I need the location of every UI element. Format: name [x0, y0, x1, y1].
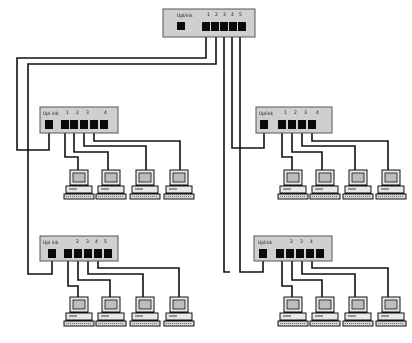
hub-right-mid-uplink-port [260, 120, 268, 129]
hub-left-bottom-port-label-3: 4 [95, 240, 98, 245]
monitor-screen [173, 173, 185, 182]
computer-icon [130, 170, 160, 199]
hub-top-port-label-1: 1 [207, 13, 210, 18]
hub-left-mid-port-2 [70, 120, 78, 129]
computer-icon [96, 297, 126, 326]
hub-left-bottom-port-label-4: 5 [104, 240, 107, 245]
computer-icon [376, 297, 406, 326]
hub-left-mid-port-label-2: 2 [76, 111, 79, 116]
hub-top-port-4 [229, 22, 237, 31]
monitor-screen [385, 173, 397, 182]
computer-icon [310, 297, 340, 326]
computer-icon [343, 170, 373, 199]
hub-right-mid-uplink-label: Uplink [259, 112, 274, 117]
hub-left-bottom [40, 236, 118, 261]
hub-right-bottom-port-4 [306, 249, 314, 258]
hub-left-mid-port-label-4: 4 [104, 111, 107, 116]
computer-icon [376, 170, 406, 199]
cable-rm-pc1 [282, 133, 292, 172]
system-unit [98, 186, 124, 193]
hub-top-port-label-3: 3 [223, 13, 226, 18]
monitor-screen [105, 173, 117, 182]
monitor-screen [105, 300, 117, 309]
cable-lb-pc2 [78, 260, 110, 299]
hub-left-mid-port-label-3: 3 [86, 111, 89, 116]
hub-left-bottom-port-1 [64, 249, 72, 258]
hub-left-mid-port-4 [90, 120, 98, 129]
hub-left-mid-port-5 [100, 120, 108, 129]
hub-right-mid-port-3 [298, 120, 306, 129]
cable-rb-pc2 [292, 260, 322, 299]
hub-right-mid-port-2 [288, 120, 296, 129]
cable-rm-pc4 [312, 133, 388, 172]
hub-right-bottom-port-label-1: 2 [290, 240, 293, 245]
hub-right-mid-port-label-4: 4 [316, 111, 319, 116]
computer-icon [310, 170, 340, 199]
hub-left-mid-uplink-port [45, 120, 53, 129]
system-unit [378, 186, 404, 193]
hub-left-bottom-port-5 [104, 249, 112, 258]
hub-top-uplink-label: Upl/ink [177, 14, 193, 19]
hub-right-mid-port-label-3: 3 [304, 111, 307, 116]
system-unit [378, 313, 404, 320]
system-unit [312, 186, 338, 193]
hub-right-mid-port-label-2: 2 [294, 111, 297, 116]
hub-top [163, 9, 255, 37]
computer-icon [64, 170, 94, 199]
computer-icon [96, 170, 126, 199]
hub-top-port-2 [211, 22, 219, 31]
hub-left-mid-uplink-label: Upl ink [43, 112, 59, 117]
hub-top-port-1 [202, 22, 210, 31]
hub-right-bottom-uplink-port [259, 249, 267, 258]
monitor-screen [319, 300, 331, 309]
hub-left-bottom-port-3 [84, 249, 92, 258]
hub-top-port-label-2: 2 [215, 13, 218, 18]
hub-left-mid-port-1 [61, 120, 69, 129]
monitor-screen [73, 300, 85, 309]
computer-icon [164, 297, 194, 326]
system-unit [66, 186, 92, 193]
cable-rb-pc4 [312, 260, 388, 299]
hub-left-bottom-port-4 [94, 249, 102, 258]
monitor-screen [385, 300, 397, 309]
hub-top-port-label-5: 5 [239, 13, 242, 18]
monitor-screen [287, 173, 299, 182]
hub-right-bottom-port-3 [296, 249, 304, 258]
system-unit [132, 313, 158, 320]
hub-top-uplink-port [177, 22, 185, 30]
computer-icon [278, 297, 308, 326]
hub-top-port-3 [220, 22, 228, 31]
hub-left-mid-port-3 [80, 120, 88, 129]
monitor-screen [173, 300, 185, 309]
hub-right-bottom-port-label-3: 4 [310, 240, 313, 245]
hub-top-port-5 [238, 22, 246, 31]
computer-icon [164, 170, 194, 199]
system-unit [345, 186, 371, 193]
monitor-screen [352, 300, 364, 309]
monitor-screen [139, 300, 151, 309]
hub-top-port-label-4: 4 [231, 13, 234, 18]
hub-right-mid-port-label-1: 1 [284, 111, 287, 116]
system-unit [98, 313, 124, 320]
hub-right-mid-port-4 [308, 120, 316, 129]
cable-top-to-right-bottom-b [224, 36, 230, 272]
hub-left-bottom-port-2 [74, 249, 82, 258]
hub-right-bottom-port-2 [286, 249, 294, 258]
monitor-screen [287, 300, 299, 309]
system-unit [166, 186, 192, 193]
hub-left-bottom-port-label-2: 3 [86, 240, 89, 245]
system-unit [166, 313, 192, 320]
cable-lb-pc1 [68, 260, 78, 299]
cable-rm-pc2 [292, 133, 322, 172]
hub-left-bottom-port-label-1: 2 [76, 240, 79, 245]
system-unit [280, 186, 306, 193]
system-unit [66, 313, 92, 320]
hub-right-bottom-port-1 [276, 249, 284, 258]
computer-icon [64, 297, 94, 326]
monitor-screen [139, 173, 151, 182]
system-unit [280, 313, 306, 320]
computer-icon [343, 297, 373, 326]
monitor-screen [319, 173, 331, 182]
hub-right-bottom-port-5 [316, 249, 324, 258]
monitor-screen [352, 173, 364, 182]
hub-right-bottom [254, 236, 332, 261]
hub-left-bottom-uplink-label: Upl ink [43, 241, 59, 246]
hub-right-bottom-port-label-2: 3 [300, 240, 303, 245]
computer-icon [130, 297, 160, 326]
hub-right-mid-port-1 [278, 120, 286, 129]
monitor-screen [73, 173, 85, 182]
hub-left-mid [40, 107, 118, 133]
hub-left-bottom-uplink-port [48, 249, 56, 258]
computer-icon [278, 170, 308, 199]
cable-rb-pc1 [282, 260, 292, 299]
system-unit [312, 313, 338, 320]
system-unit [345, 313, 371, 320]
cable-lm-pc2 [74, 133, 108, 172]
hub-right-mid [256, 107, 332, 133]
system-unit [132, 186, 158, 193]
hub-left-mid-port-label-1: 1 [66, 111, 69, 116]
hub-right-bottom-uplink-label: Uplink [258, 241, 273, 246]
